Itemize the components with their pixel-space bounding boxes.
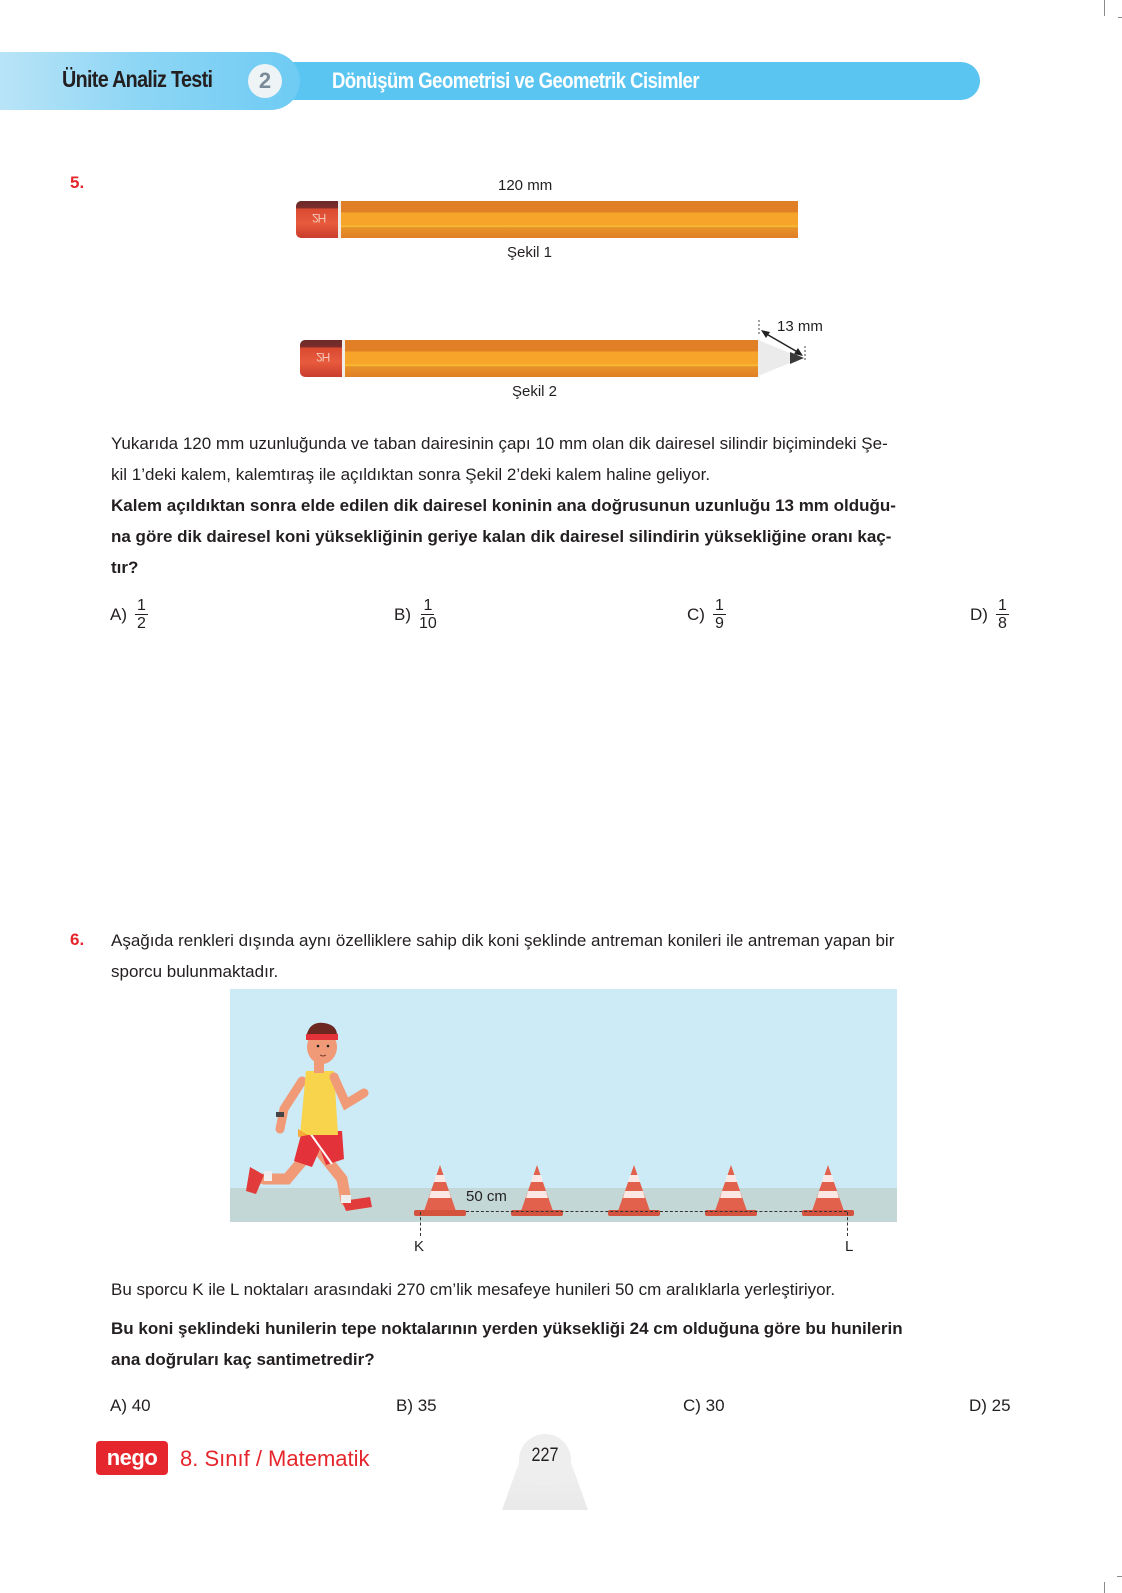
runner-icon: [242, 1019, 382, 1214]
question-number: 5.: [70, 173, 85, 192]
distance-line: [466, 1211, 847, 1212]
option-b[interactable]: B) $\frac{1}{10}$: [394, 597, 437, 632]
crop-mark: [1104, 0, 1105, 16]
option-a[interactable]: A) $\frac{1}{2}$: [110, 597, 146, 632]
training-cone-icon: [802, 1165, 854, 1217]
crop-mark: [1117, 1576, 1122, 1577]
option-c[interactable]: C) $\frac{1}{9}$: [687, 597, 724, 632]
training-cone-icon: [608, 1165, 660, 1217]
question-5-intro: Yukarıda 120 mm uzunluğunda ve taban dairesinin çapı 10 mm olan dik dairesel silindir biçimindeki Şe- kil 1’deki kalem, kalemtıraş ile açıldıktan sonra Şekil 2’deki kalem haline geliyor.: [111, 434, 888, 484]
question-number: 6.: [70, 930, 85, 949]
runner-illustration: [230, 989, 897, 1222]
option-b[interactable]: B) 35: [396, 1396, 437, 1415]
point-k-label: K: [414, 1238, 425, 1255]
training-cone-icon: [511, 1165, 563, 1217]
option-d[interactable]: D) $\frac{1}{8}$: [970, 597, 1007, 632]
test-number-badge: 2: [248, 64, 282, 98]
page-number: 227: [531, 1445, 559, 1466]
question-6-intro: Aşağıda renkleri dışında aynı özelliklere sahip dik koni şeklinde antreman konileri ile antreman yapan bir sporcu bulunmaktadır.: [111, 931, 895, 981]
training-cone-icon: [414, 1165, 466, 1217]
question-6-info: Bu sporcu K ile L noktaları arasındaki 270 cm’lik mesafeye hunileri 50 cm aralıklarla yerleştiriyor.: [111, 1280, 836, 1299]
option-d[interactable]: D) 25: [969, 1396, 1011, 1415]
point-k-marker: [420, 1212, 421, 1236]
point-l-label: L: [845, 1238, 854, 1255]
crop-mark: [1118, 17, 1122, 18]
pencil-figure-1: [296, 201, 798, 238]
figure-caption: Şekil 2: [512, 383, 558, 400]
dimension-label: 120 mm: [498, 177, 553, 194]
unit-title: Dönüşüm Geometrisi ve Geometrik Cisimler: [332, 68, 700, 93]
spacing-label: 50 cm: [466, 1188, 507, 1205]
test-title: Ünite Analiz Testi: [62, 66, 213, 92]
point-l-marker: [847, 1212, 848, 1236]
pencil-figure-2: [300, 340, 805, 377]
subject-label: 8. Sınıf / Matematik: [180, 1446, 370, 1471]
dimension-label: 13 mm: [777, 318, 823, 335]
pencil-grade: 2H: [316, 350, 330, 364]
pencil-grade: 2H: [312, 211, 326, 225]
training-cone-icon: [705, 1165, 757, 1217]
crop-mark: [1104, 1582, 1105, 1593]
figure-caption: Şekil 1: [507, 244, 553, 261]
option-c[interactable]: C) 30: [683, 1396, 725, 1415]
question-5-prompt: Kalem açıldıktan sonra elde edilen dik dairesel koninin ana doğrusunun uzunluğu 13 mm olduğu- na göre dik dairesel koni yüksekliğinin geriye kalan dik dairesel silindirin yüksekliğine oranı kaç- tır?: [111, 496, 896, 577]
question-6-prompt: Bu koni şeklindeki hunilerin tepe noktalarının yerden yüksekliği 24 cm olduğuna göre bu hunilerin ana doğruları kaç santimetredir?: [111, 1319, 903, 1369]
publisher-logo: nego: [96, 1441, 168, 1475]
option-a[interactable]: A) 40: [110, 1396, 151, 1415]
